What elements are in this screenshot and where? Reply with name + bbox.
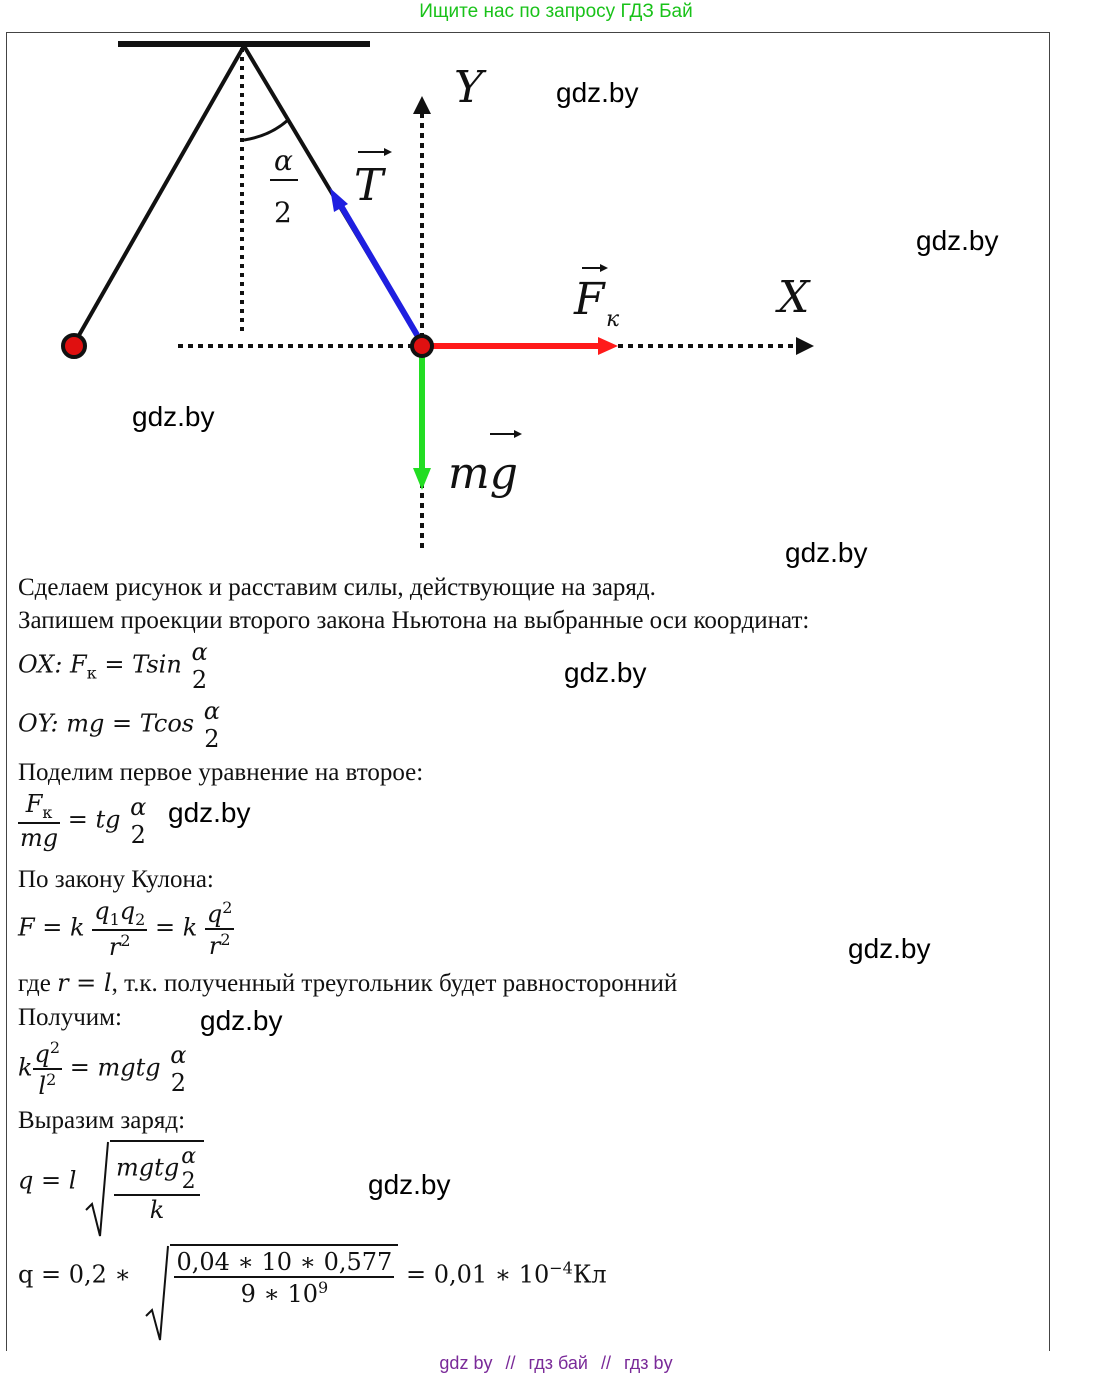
- fraction: [128, 793, 148, 849]
- tension-label: T: [354, 160, 384, 211]
- eq-part: F = k: [18, 913, 85, 942]
- frac-num: α: [191, 638, 208, 666]
- fraction: [18, 790, 60, 852]
- frac-num: α: [130, 792, 147, 821]
- eq-part: q = l: [18, 1166, 77, 1195]
- eq-part: = tg: [60, 805, 121, 834]
- coulomb-sub-label: к: [606, 307, 620, 332]
- text-line: Сделаем рисунок и расставим силы, действующие на заряд.: [18, 574, 656, 601]
- frac-num: [18, 790, 60, 822]
- fraction: [174, 1248, 394, 1308]
- text-line: По закону Кулона:: [18, 866, 214, 893]
- fraction: [33, 1038, 63, 1100]
- fraction: [114, 1144, 200, 1224]
- footer-separator: //: [505, 1353, 516, 1373]
- unit: Кл: [572, 1260, 607, 1289]
- eq-sub: 1: [109, 909, 120, 929]
- angle-label-num: α: [274, 144, 293, 177]
- q-symbol: q: [94, 897, 110, 925]
- l-symbol: l: [38, 1072, 47, 1100]
- watermark: gdz.by: [168, 797, 251, 828]
- sqrt-sign-icon: [84, 1140, 110, 1240]
- y-axis-arrow-icon: [413, 96, 431, 114]
- frac-den: [33, 1068, 63, 1100]
- gravity-label: mg: [448, 448, 518, 499]
- eq-part: OX: F: [18, 650, 87, 679]
- coulomb-overarrow-icon: [600, 264, 608, 272]
- fraction: [168, 1041, 188, 1097]
- frac-num: [33, 1038, 63, 1068]
- fraction: [92, 897, 147, 961]
- eq-sup: 9: [318, 1278, 329, 1297]
- eq-part: k: [18, 1053, 33, 1082]
- fraction: [179, 1144, 198, 1194]
- text-part: где: [18, 970, 58, 997]
- eq-part: OY: mg = Tcos: [18, 709, 195, 738]
- footer-separator: //: [601, 1353, 612, 1373]
- frac-den: 2: [191, 666, 208, 694]
- eq-sub: к: [86, 663, 97, 683]
- q-symbol: q: [206, 899, 223, 928]
- eq-sub: к: [42, 802, 53, 822]
- equation-ratio: [18, 790, 148, 852]
- inline-math: r = l: [57, 969, 112, 997]
- gravity-arrow-icon: [413, 468, 431, 490]
- angle-label-den: 2: [274, 196, 292, 229]
- square-root: [144, 1244, 398, 1308]
- tension-overarrow-icon: [384, 148, 392, 156]
- frac-den: [205, 928, 235, 960]
- eq-sup: 2: [46, 1070, 57, 1089]
- frac-num: α: [170, 1041, 187, 1069]
- frac-num: α: [203, 697, 220, 725]
- square-root: [84, 1140, 204, 1224]
- r-symbol: r: [208, 931, 221, 960]
- fraction: [202, 697, 222, 753]
- watermark: gdz.by: [848, 933, 931, 964]
- equation-calculation: [18, 1244, 607, 1308]
- footer-links: [0, 1350, 1112, 1376]
- eq-sup: 2: [120, 930, 131, 950]
- fraction: [205, 898, 235, 960]
- frac-num-text: F: [25, 790, 43, 818]
- equation-oy: [18, 697, 222, 753]
- text-part: , т.к. полученный треугольник будет равносторонний: [111, 970, 678, 997]
- text-line: [18, 968, 677, 999]
- equation-ox: [18, 638, 210, 694]
- frac-num: α: [181, 1144, 197, 1169]
- frac-den: 2: [181, 1169, 196, 1194]
- frac-num: [205, 898, 235, 928]
- frac-num: [114, 1144, 200, 1194]
- sqrt-sign-icon: [144, 1244, 170, 1344]
- text-line: Выразим заряд:: [18, 1107, 186, 1134]
- eq-sup: 2: [220, 929, 231, 949]
- left-string: [74, 46, 244, 344]
- frac-num: [92, 897, 147, 929]
- frac-den: [174, 1276, 394, 1308]
- coulomb-label: F: [574, 274, 605, 325]
- watermark: gdz.by: [785, 537, 868, 568]
- watermark: gdz.by: [916, 225, 999, 256]
- angle-arc: [244, 120, 288, 140]
- frac-den: 2: [204, 725, 220, 753]
- eq-part: q = 0,2 ∗: [18, 1260, 131, 1289]
- x-axis-arrow-icon: [796, 337, 814, 355]
- rad-top-text: mgtg: [116, 1153, 180, 1182]
- footer-link-gdz-by-2[interactable]: гдз by: [624, 1353, 673, 1373]
- equation-result: [18, 1038, 188, 1100]
- text-line: Поделим первое уравнение на второе:: [18, 759, 424, 786]
- eq-part: = Tsin: [96, 650, 182, 679]
- eq-sup: 2: [222, 897, 233, 917]
- eq-sup: 2: [49, 1038, 61, 1057]
- coulomb-arrow-icon: [598, 337, 618, 355]
- tension-vector: [340, 204, 420, 340]
- y-axis-label: Y: [454, 62, 484, 113]
- top-banner[interactable]: Ищите нас по запросу ГДЗ Бай: [419, 1, 693, 22]
- eq-part: = k: [147, 913, 198, 942]
- frac-den: k: [114, 1194, 200, 1224]
- left-charge: [63, 335, 85, 357]
- den-text: 9 ∗ 10: [240, 1280, 318, 1308]
- eq-sub: 2: [135, 909, 146, 929]
- frac-den: 2: [170, 1069, 186, 1097]
- watermark: gdz.by: [200, 1005, 283, 1036]
- x-axis-label: X: [778, 272, 810, 323]
- text-line: Получим:: [18, 1004, 122, 1031]
- footer-link-gdz-bai[interactable]: гдз бай: [528, 1353, 588, 1373]
- eq-sup: −4: [549, 1258, 573, 1278]
- watermark: gdz.by: [132, 401, 215, 432]
- footer-link-gdz-by[interactable]: gdz by: [439, 1353, 493, 1373]
- radicand: [170, 1244, 398, 1308]
- frac-den: [92, 929, 147, 961]
- gravity-overarrow-icon: [514, 430, 522, 438]
- eq-part: = mgtg: [62, 1053, 161, 1082]
- equation-charge: [18, 1140, 204, 1224]
- eq-part: = 0,01 ∗ 10: [405, 1260, 550, 1289]
- q-symbol: q: [119, 897, 136, 925]
- fraction: [189, 638, 209, 694]
- r-symbol: r: [108, 932, 121, 961]
- watermark: gdz.by: [368, 1169, 451, 1200]
- equation-coulomb: [18, 897, 234, 961]
- frac-den: 2: [130, 820, 146, 849]
- watermark: gdz.by: [564, 657, 647, 688]
- right-charge: [412, 336, 432, 356]
- radicand: [110, 1140, 204, 1224]
- q-symbol: q: [34, 1040, 50, 1068]
- text-line: Запишем проекции второго закона Ньютона на выбранные оси координат:: [18, 607, 810, 634]
- frac-den: mg: [20, 823, 59, 852]
- frac-num: 0,04 ∗ 10 ∗ 0,577: [176, 1248, 393, 1276]
- watermark: gdz.by: [556, 77, 639, 108]
